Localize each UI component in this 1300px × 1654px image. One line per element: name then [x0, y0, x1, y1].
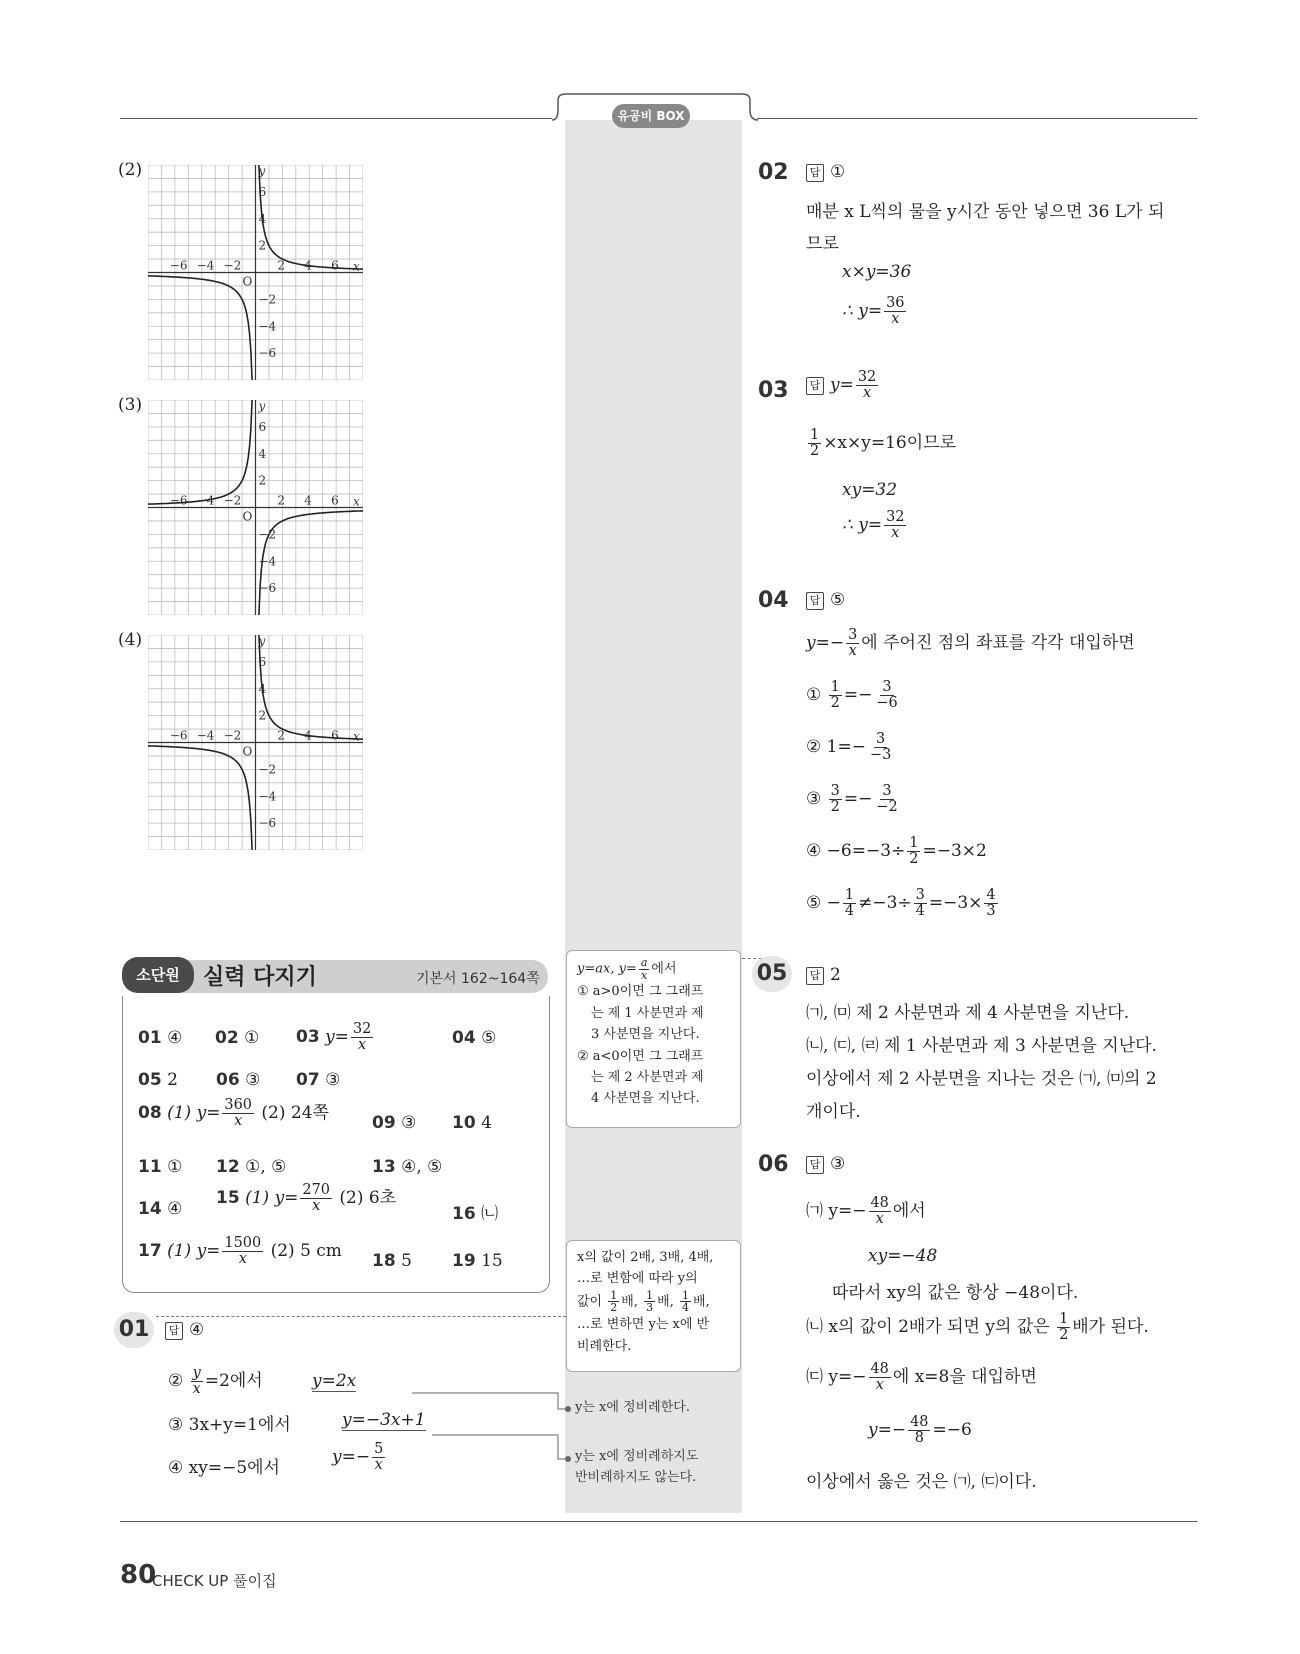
- x-tick-label: −2: [223, 493, 242, 508]
- x-tick-label: −4: [196, 728, 215, 743]
- q05-line-2: ㈁, ㈂, ㈃ 제 1 사분면과 제 3 사분면을 지난다.: [806, 1036, 1157, 1056]
- box-label: 유공비 BOX: [612, 104, 690, 128]
- q06-line-7: 이상에서 옳은 것은 ㈀, ㈂이다.: [806, 1472, 1037, 1492]
- graph-4: [148, 635, 363, 850]
- x-tick-label: 6: [331, 258, 339, 273]
- q01-line-2-result: y=2x: [312, 1371, 357, 1391]
- hyperbola-branch: [148, 746, 252, 850]
- q06-line-4: ㈁ x의 값이 2배가 되면 y의 값은 $\frac{1}{2}$ 배가 된다.: [806, 1311, 1149, 1344]
- q01-answer: 답 ④: [165, 1320, 204, 1340]
- graph-2: [148, 165, 363, 380]
- x-tick-label: −6: [169, 258, 188, 273]
- x-tick-label: 2: [277, 258, 286, 273]
- q05-line-3: 이상에서 제 2 사분면을 지나는 것은 ㈀, ㈄의 2: [806, 1069, 1157, 1089]
- header-rule-left: [120, 118, 552, 119]
- footer-rule: [120, 1521, 1197, 1522]
- y-tick-label: 4: [258, 211, 267, 226]
- x-tick-label: −2: [223, 728, 242, 743]
- note-box-1: y=ax, y= $\frac{a}{x}$ 에서 ① a>0이면 그 그래프 는 제 1 사분면과 제 3 사분면을 지난다. ② a<0이면 그 그래프 는 제 2 사분면과 제 4 사분면을 지난다.: [566, 950, 741, 1128]
- hyperbola-branch: [148, 400, 252, 504]
- y-tick-label: 4: [258, 681, 267, 696]
- y-tick-label: −6: [258, 346, 277, 361]
- x-axis-label: x: [353, 494, 360, 509]
- y-axis-label: y: [258, 635, 266, 648]
- y-tick-label: 2: [258, 238, 267, 253]
- q01-line-3-result: y=−3x+1: [342, 1410, 426, 1430]
- side-note-1: y는 x에 정비례한다.: [575, 1400, 690, 1415]
- x-tick-label: −4: [196, 493, 215, 508]
- graph-2-label: (2): [118, 160, 143, 180]
- y-tick-label: 2: [258, 708, 267, 723]
- x-tick-label: −6: [169, 493, 188, 508]
- q03-line-3: ∴ y= $\frac{32}{x}$: [842, 509, 905, 542]
- x-tick-label: 4: [304, 493, 312, 508]
- graph-3-label: (3): [118, 395, 143, 415]
- x-tick-label: −2: [223, 258, 242, 273]
- x-tick-label: 6: [331, 493, 339, 508]
- q03-line-1: $\frac{1}{2}$ ×x×y=16이므로: [810, 427, 957, 460]
- x-tick-label: 2: [277, 493, 286, 508]
- q04-answer: 답 ⑤: [806, 590, 845, 610]
- origin-label: O: [242, 509, 253, 524]
- x-axis-label: x: [353, 259, 360, 274]
- q06-line-5: ㈂ y=− $\frac{48}{x}$ 에 x=8을 대입하면: [806, 1361, 1037, 1394]
- q05-number: 05: [752, 956, 792, 992]
- q01-number: 01: [114, 1312, 154, 1348]
- q02-line-4: ∴ y= $\frac{36}{x}$: [842, 295, 905, 328]
- x-tick-label: 4: [304, 728, 312, 743]
- x-tick-label: 4: [304, 258, 312, 273]
- q01-connectors: [300, 1385, 580, 1465]
- q06-line-6: y=− $\frac{48}{8}$ =−6: [868, 1414, 972, 1447]
- q06-line-2: xy=−48: [868, 1246, 938, 1266]
- q02-answer: 답 ①: [806, 162, 845, 182]
- note-box-2: x의 값이 2배, 3배, 4배, …로 변함에 따라 y의 값이 $\frac{1}{2}$ 배, $\frac{1}{3}$ 배, $\frac{1}{4}$ 배, …로 변하면 y는 x에 반 비례한다.: [566, 1240, 741, 1372]
- y-tick-label: −4: [258, 554, 277, 569]
- q05-line-4: 개이다.: [806, 1102, 861, 1122]
- q06-line-1: ㈀ y=− $\frac{48}{x}$ 에서: [806, 1195, 926, 1228]
- book-title: CHECK UP 풀이집: [152, 1572, 277, 1590]
- y-tick-label: −2: [258, 762, 277, 777]
- y-tick-label: 2: [258, 473, 267, 488]
- q04-choice-5: ⑤ − $\frac{1}{4}$ ≠−3÷ $\frac{3}{4}$ =−3× $\frac{4}{3}$: [806, 887, 996, 920]
- y-tick-label: −6: [258, 816, 277, 831]
- side-note-2-line-1: y는 x에 정비례하지도: [575, 1449, 699, 1464]
- q01-line-2: ② $\frac{y}{x}$ =2에서: [168, 1365, 263, 1398]
- side-note-2-line-2: 반비례하지도 않는다.: [575, 1470, 697, 1485]
- x-tick-label: 2: [277, 728, 286, 743]
- q03-answer: 답 y= $\frac{32}{x}$: [806, 370, 880, 401]
- x-tick-label: −6: [169, 728, 188, 743]
- q04-choice-1: ① $\frac{1}{2}$ =− $\frac{3}{-6}$: [806, 679, 898, 712]
- q01-dash-line: [156, 1316, 566, 1317]
- origin-label: O: [242, 744, 253, 759]
- x-axis-label: x: [353, 729, 360, 744]
- q04-number: 04: [758, 588, 789, 613]
- q05-answer: 답 2: [806, 965, 841, 985]
- q02-line-3: x×y=36: [842, 262, 912, 282]
- x-tick-label: 6: [331, 728, 339, 743]
- q01-line-4: ④ xy=−5에서: [168, 1458, 280, 1478]
- q02-number: 02: [758, 160, 789, 185]
- y-tick-label: −4: [258, 789, 277, 804]
- q04-choice-3: ③ $\frac{3}{2}$ =− $\frac{3}{-2}$: [806, 783, 898, 816]
- y-tick-label: 6: [258, 184, 267, 199]
- hyperbola-branch: [259, 635, 363, 739]
- q02-line-1: 매분 x L씩의 물을 y시간 동안 넣으면 36 L가 되: [806, 202, 1165, 222]
- q01-line-3: ③ 3x+y=1에서: [168, 1415, 291, 1435]
- y-tick-label: 6: [258, 654, 267, 669]
- section-ref: 기본서 162~164쪽: [416, 971, 540, 987]
- q03-number: 03: [758, 378, 789, 403]
- origin-label: O: [242, 274, 253, 289]
- section-title: 실력 다지기: [203, 965, 317, 990]
- y-axis-label: y: [258, 165, 266, 178]
- y-tick-label: −6: [258, 581, 277, 596]
- y-tick-label: −2: [258, 527, 277, 542]
- graph-3: [148, 400, 363, 615]
- y-tick-label: 6: [258, 419, 267, 434]
- q03-line-2: xy=32: [842, 480, 898, 500]
- q04-line-1: y=− $\frac{3}{x}$ 에 주어진 점의 좌표를 각각 대입하면: [806, 627, 1135, 660]
- hyperbola-branch: [148, 276, 252, 380]
- q06-line-3: 따라서 xy의 값은 항상 −48이다.: [832, 1283, 1079, 1303]
- q04-choice-4: ④ −6=−3÷ $\frac{1}{2}$ =−3×2: [806, 835, 987, 868]
- q02-line-2: 므로: [806, 234, 839, 254]
- hyperbola-branch: [259, 165, 363, 269]
- y-tick-label: −4: [258, 319, 277, 334]
- graph-4-label: (4): [118, 630, 143, 650]
- x-tick-label: −4: [196, 258, 215, 273]
- y-axis-label: y: [258, 400, 266, 413]
- q01-line-4-result: y=− $\frac{5}{x}$: [332, 1441, 384, 1474]
- header-rule-right: [757, 118, 1197, 119]
- q04-choice-2: ② 1=− $\frac{3}{-3}$: [806, 731, 892, 764]
- q06-number: 06: [758, 1152, 789, 1177]
- q06-answer: 답 ③: [806, 1154, 845, 1174]
- section-badge: 소단원: [122, 957, 194, 993]
- y-tick-label: −2: [258, 292, 277, 307]
- q05-line-1: ㈀, ㈄ 제 2 사분면과 제 4 사분면을 지난다.: [806, 1003, 1130, 1023]
- page-number: 80: [120, 1560, 157, 1590]
- y-tick-label: 4: [258, 446, 267, 461]
